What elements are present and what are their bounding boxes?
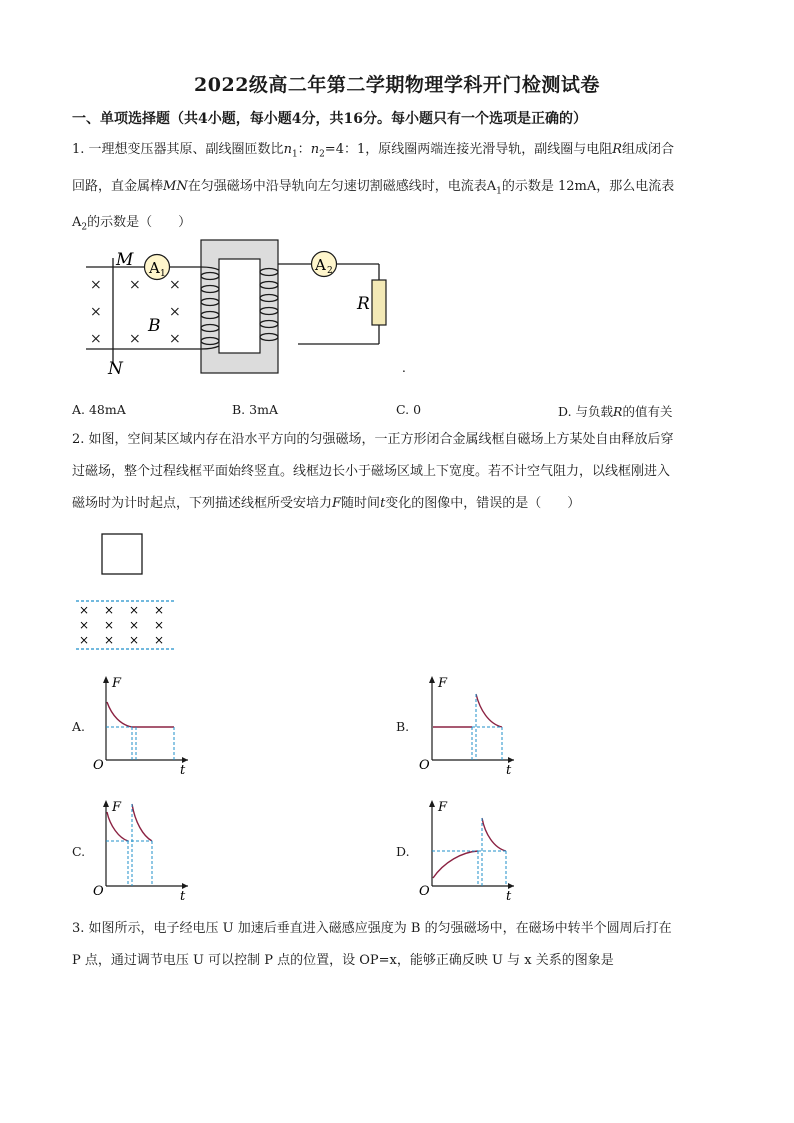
question-1-text bbox=[72, 134, 722, 244]
svg-text:×: × bbox=[129, 603, 140, 617]
svg-text:t: t bbox=[180, 763, 186, 778]
question-3-text bbox=[72, 913, 722, 977]
svg-text:F: F bbox=[438, 800, 448, 815]
svg-text:×: × bbox=[104, 633, 115, 647]
q1-option-b[interactable]: B. 3mA bbox=[232, 402, 278, 417]
page-title: 2022级高二年第二学期物理学科开门检测试卷 bbox=[194, 74, 600, 96]
cross: × bbox=[90, 331, 102, 347]
force-curve bbox=[107, 812, 128, 841]
transformer-circuit-diagram bbox=[70, 232, 420, 382]
force-curve bbox=[476, 694, 502, 727]
svg-text:×: × bbox=[129, 618, 140, 632]
svg-text:F: F bbox=[112, 800, 122, 815]
field-crosses bbox=[79, 603, 164, 647]
force-curve bbox=[482, 818, 506, 851]
svg-text:O: O bbox=[419, 758, 430, 773]
svg-text:F: F bbox=[438, 676, 448, 691]
svg-text:×: × bbox=[154, 618, 165, 632]
label-r: R bbox=[357, 294, 370, 314]
graph-b bbox=[414, 672, 524, 784]
section-heading: 一、单项选择题（共4小题，每小题4分，共16分。每小题只有一个选项是正确的） bbox=[72, 111, 587, 127]
q1-line-3: $A_2$的示数是（ ） bbox=[72, 215, 192, 233]
ammeter-a1-label: A bbox=[149, 259, 160, 277]
force-curve bbox=[107, 702, 174, 727]
q2-line-1: 2. 如图，空间某区域内存在沿水平方向的匀强磁场，一正方形闭合金属线框自磁场上方某处自由释放后穿 bbox=[72, 432, 674, 447]
ammeter-a2-label: A bbox=[315, 256, 326, 274]
q2-line-3: 磁场时为计时起点，下列描述线框所受安培力F随时间t变化的图像中，错误的是（ ） bbox=[72, 496, 581, 511]
svg-text:×: × bbox=[104, 603, 115, 617]
graph-d-label[interactable]: D. bbox=[396, 844, 410, 859]
label-m: M bbox=[116, 250, 134, 270]
q2-line-2: 过磁场，整个过程线框平面始终竖直。线框边长小于磁场区域上下宽度。若不计空气阻力，以线框刚进入 bbox=[72, 464, 671, 479]
svg-text:1: 1 bbox=[160, 269, 166, 279]
square-frame bbox=[102, 534, 142, 574]
cross: × bbox=[90, 304, 102, 320]
q1-option-c[interactable]: C. 0 bbox=[396, 402, 422, 417]
svg-text:×: × bbox=[104, 618, 115, 632]
svg-text:×: × bbox=[79, 618, 90, 632]
svg-text:O: O bbox=[93, 758, 104, 773]
svg-text:×: × bbox=[154, 633, 165, 647]
graph-a-label[interactable]: A. bbox=[72, 719, 86, 734]
svg-text:.: . bbox=[402, 361, 406, 375]
cross: × bbox=[90, 277, 102, 293]
svg-text:t: t bbox=[506, 889, 512, 904]
svg-text:×: × bbox=[79, 603, 90, 617]
graph-c bbox=[88, 796, 198, 908]
falling-frame-figure bbox=[70, 530, 190, 660]
svg-text:×: × bbox=[129, 633, 140, 647]
label-n: N bbox=[108, 359, 123, 379]
q1-option-a[interactable]: A. 48mA bbox=[72, 402, 126, 417]
cross: × bbox=[129, 331, 141, 347]
resistor bbox=[372, 280, 386, 325]
q1-line-1: 1. 一理想变压器其原、副线圈匝数比$n_1$：$n_2=4$：1，原线圈两端连接光滑导轨，副线圈与电阻R组成闭合 bbox=[72, 142, 675, 160]
force-curve bbox=[132, 804, 152, 841]
question-2-text bbox=[72, 424, 722, 520]
graph-d bbox=[414, 796, 524, 908]
cross: × bbox=[169, 277, 181, 293]
graph-a bbox=[88, 672, 198, 784]
force-curve bbox=[433, 851, 478, 878]
cross: × bbox=[169, 331, 181, 347]
q1-option-d[interactable]: D. 与负载R的值有关 bbox=[558, 404, 673, 419]
svg-text:O: O bbox=[419, 884, 430, 899]
svg-text:O: O bbox=[93, 884, 104, 899]
graph-c-label[interactable]: C. bbox=[72, 844, 86, 859]
q3-line-1: 3. 如图所示，电子经电压 U 加速后垂直进入磁感应强度为 B 的匀强磁场中，在磁场中转半个圆周后打在 bbox=[72, 921, 672, 936]
svg-text:t: t bbox=[180, 889, 186, 904]
svg-text:×: × bbox=[154, 603, 165, 617]
magnetic-field-crosses bbox=[90, 277, 181, 347]
q1-line-2: 回路，直金属棒MN在匀强磁场中沿导轨向左匀速切割磁感线时，电流表$A_1$的示数是 12mA，那么电流表 bbox=[72, 178, 675, 197]
cross: × bbox=[129, 277, 141, 293]
graph-b-label[interactable]: B. bbox=[396, 719, 410, 734]
svg-text:F: F bbox=[112, 676, 122, 691]
svg-text:2: 2 bbox=[327, 266, 333, 276]
svg-text:t: t bbox=[506, 763, 512, 778]
cross: × bbox=[169, 304, 181, 320]
svg-text:×: × bbox=[79, 633, 90, 647]
label-b: B bbox=[148, 316, 161, 336]
q3-line-2: P 点，通过调节电压 U 可以控制 P 点的位置，设 OP=x，能够正确反映 U 与 x 关系的图象是 bbox=[72, 953, 614, 968]
